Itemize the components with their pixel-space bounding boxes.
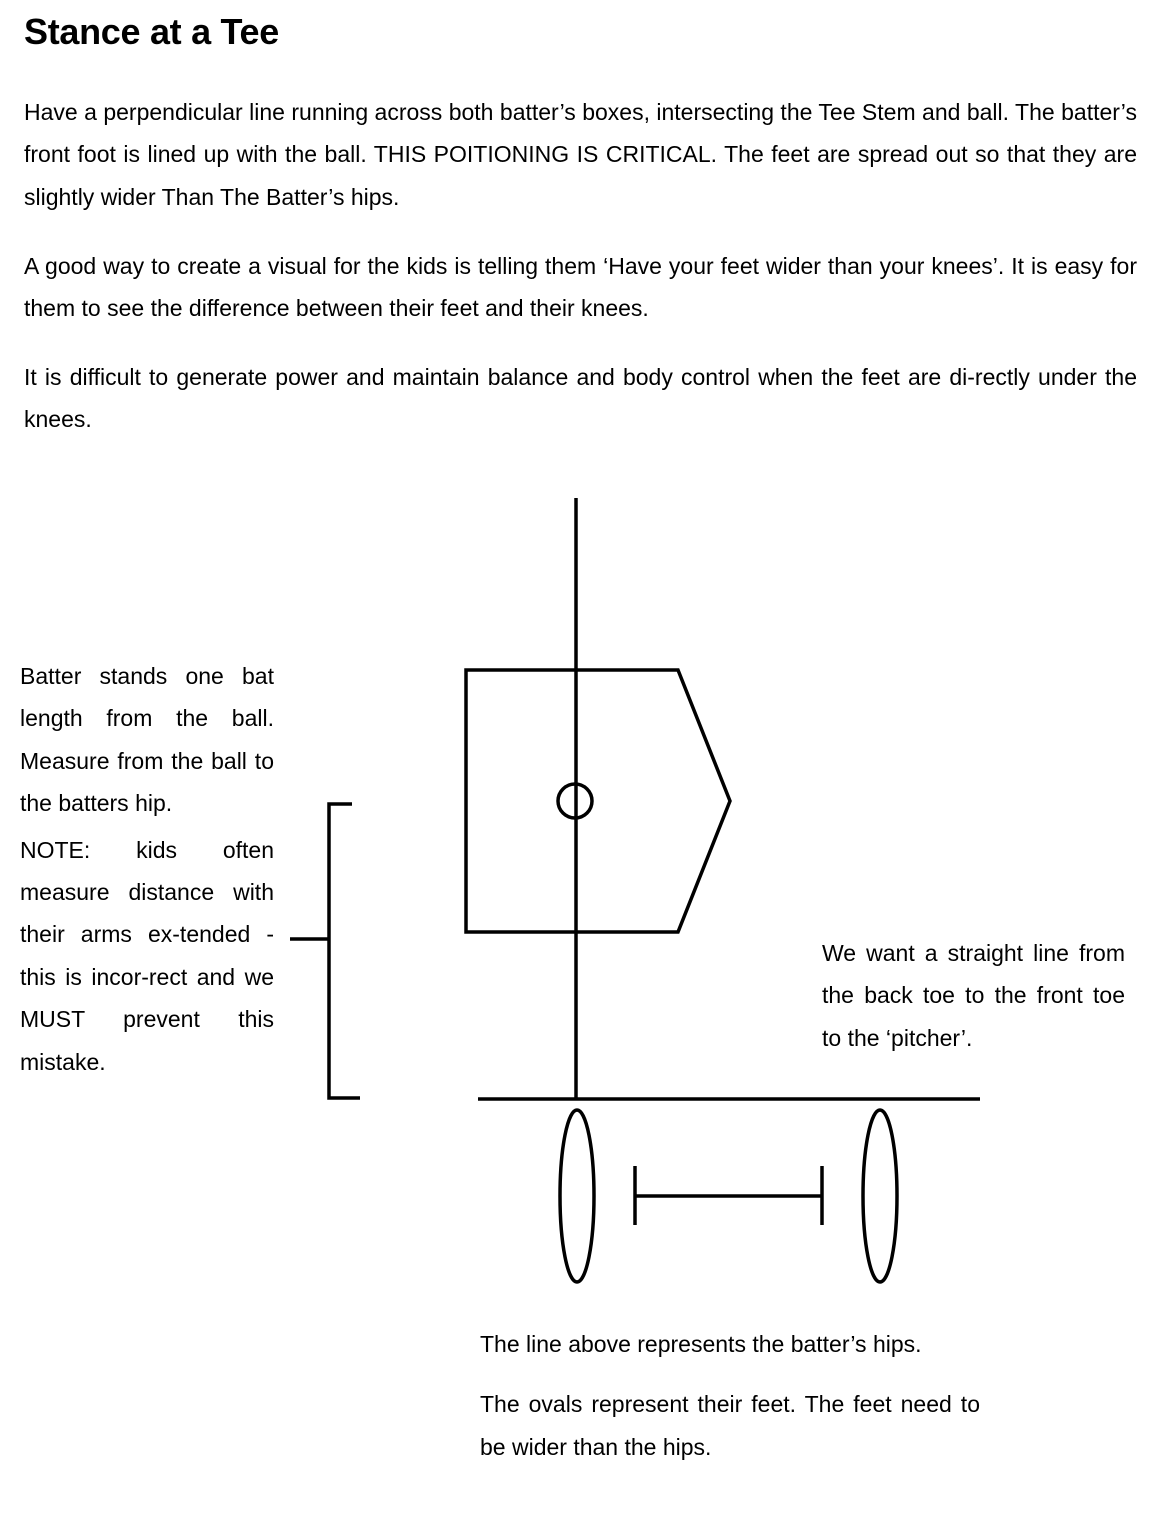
bat-length-instruction: Batter stands one bat length from the ball. Measure from the ball to the batters hip. [20,663,274,817]
home-plate [466,670,730,932]
bat-length-note [20,655,274,1083]
front-foot-oval [863,1110,897,1282]
bat-length-bracket [329,804,360,1098]
legend-note [480,1323,980,1468]
ball-on-tee [558,784,592,818]
paragraph-visual-tip: A good way to create a visual for the kids is telling them ‘Have your feet wider than your knees’. It is easy for them to see the difference between their feet and their knees. [24,253,1137,322]
straight-line-note: We want a straight line from the back toe to the front toe to the ‘pitcher’. [822,940,1125,1051]
back-foot-oval [560,1110,594,1282]
page-title: Stance at a Tee [24,11,279,52]
paragraph-balance: It is difficult to generate power and maintain balance and body control when the feet are di-rectly under the knees. [24,364,1137,433]
paragraph-positioning: Have a perpendicular line running across both batter’s boxes, intersecting the Tee Stem and ball. The batter’s front foot is lined up with the ball. THIS POITIONING IS CRITICAL. The feet are spread out so that they are slightly wider Than The Batter’s hips. [24,99,1137,210]
feet-legend: The ovals represent their feet. The feet need to be wider than the hips. [480,1391,980,1460]
hips-legend: The line above represents the batter’s hips. [480,1331,922,1357]
bat-length-warning: NOTE: kids often measure distance with their arms ex-tended - this is incor-rect and we MUST prevent this mistake. [20,836,274,1075]
